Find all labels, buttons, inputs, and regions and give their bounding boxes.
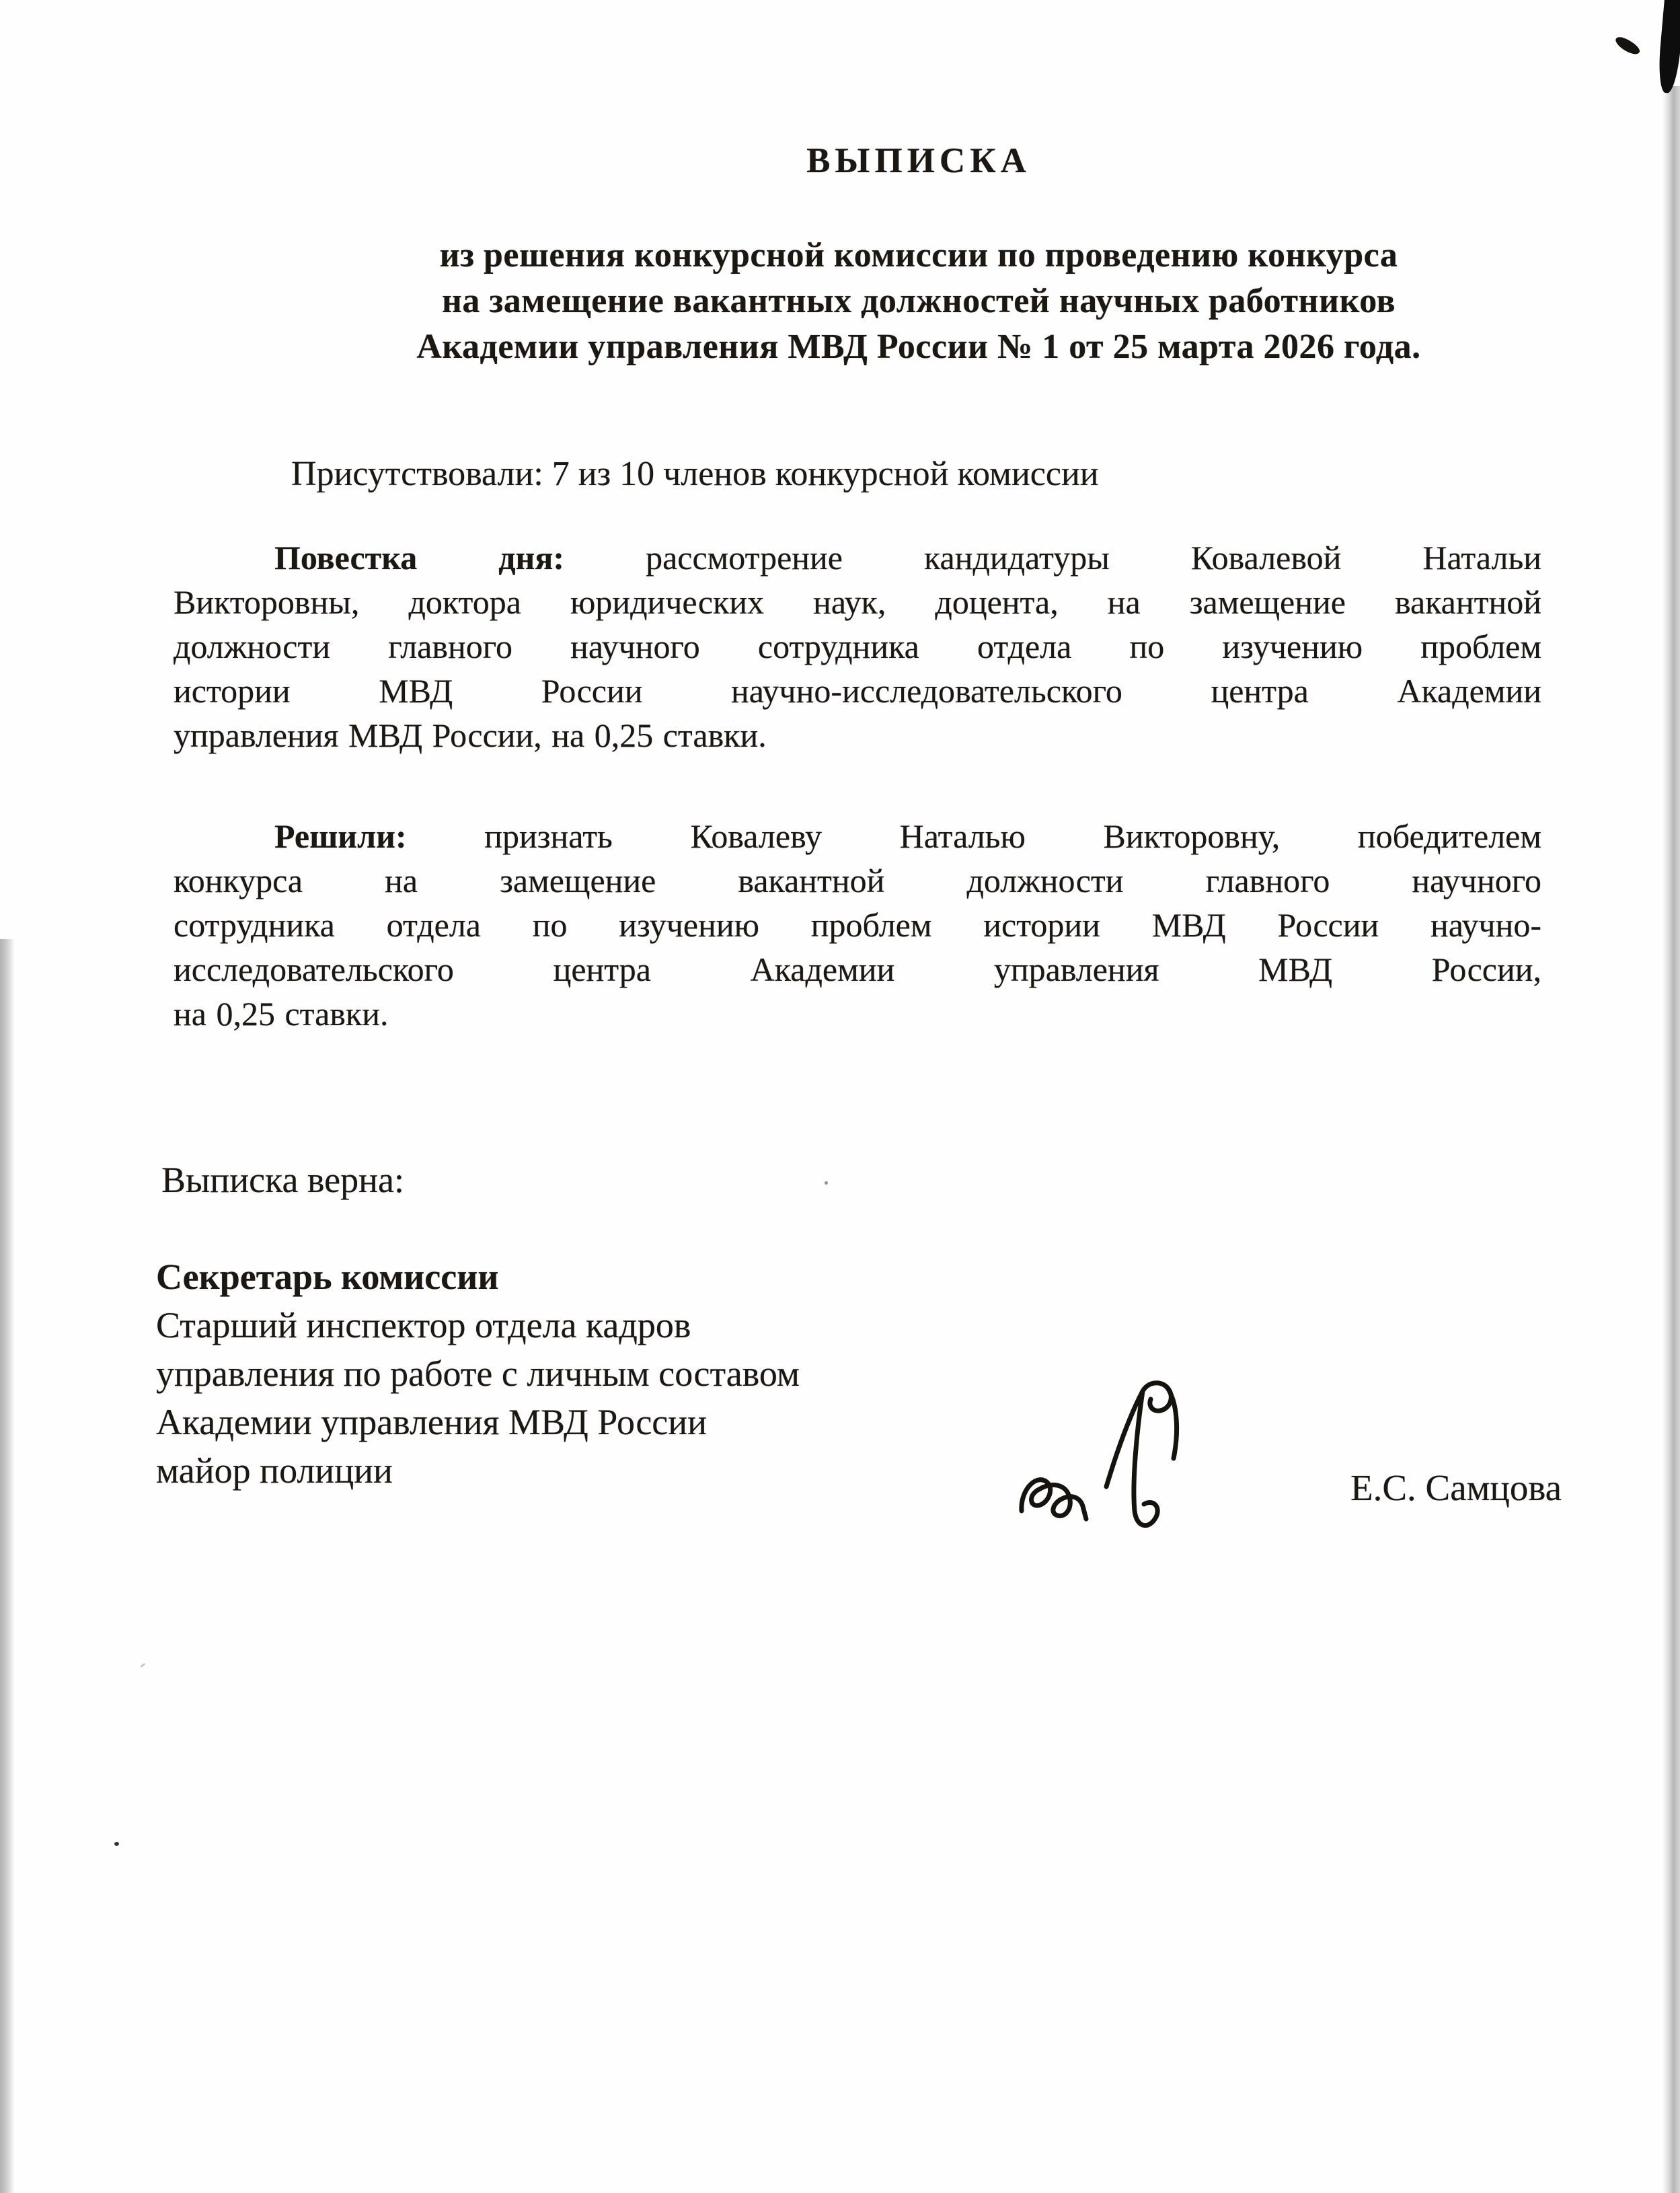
agenda-line: управления МВД России, на 0,25 ставки. <box>174 716 767 754</box>
certification-line: Выписка верна: <box>161 1160 404 1200</box>
agenda-paragraph <box>174 535 1541 757</box>
decision-text: признать Ковалеву Наталью Викторовну, победителем <box>484 817 1542 855</box>
pen-ink-mark <box>1613 34 1642 57</box>
attendance-line: Присутствовали: 7 из 10 членов конкурсной комиссии <box>291 455 1099 493</box>
signatory-position-line: Старший инспектор отдела кадров <box>156 1305 691 1345</box>
decision-line: исследовательского центра Академии управления МВД России, <box>174 951 1541 988</box>
agenda-line: должности главного научного сотрудника отдела по изучению проблем <box>174 628 1541 665</box>
document-subtitle-line: на замещение вакантных должностей научных работников <box>441 282 1396 320</box>
decision-line: сотрудника отдела по изучению проблем истории МВД России научно- <box>174 906 1541 944</box>
signatory-position-line: майор полиции <box>156 1450 393 1491</box>
signatory-position-title: Секретарь комиссии <box>156 1257 499 1297</box>
agenda-text: рассмотрение кандидатуры Ковалевой Натальи <box>646 539 1541 577</box>
document-heading <box>235 140 1603 370</box>
signatory-position-line: Академии управления МВД России <box>156 1402 708 1442</box>
decision-line: конкурса на замещение вакантной должности главного научного <box>174 862 1541 899</box>
decision-label: Решили: <box>274 817 407 855</box>
scan-edge-shadow-left <box>0 939 15 2193</box>
signature-scribble-icon <box>1005 1379 1221 1547</box>
document-title: ВЫПИСКА <box>806 141 1031 180</box>
decision-line <box>174 814 1541 858</box>
signatory-position-line: управления по работе с личным составом <box>156 1353 800 1394</box>
scan-edge-shadow-right <box>1663 86 1680 2193</box>
agenda-label: Повестка дня: <box>274 539 565 577</box>
decision-line: на 0,25 ставки. <box>174 995 389 1033</box>
scan-speck <box>114 1842 119 1846</box>
decision-paragraph <box>174 814 1541 1036</box>
scan-corner-mark <box>1656 0 1680 94</box>
signer-name: Е.С. Самцова <box>1350 1467 1562 1508</box>
agenda-line <box>174 535 1541 580</box>
signatory-block <box>156 1253 1098 1495</box>
document-subtitle-line: Академии управления МВД России № 1 от 25 марта 2026 года. <box>416 328 1421 366</box>
agenda-line: истории МВД России научно-исследовательского центра Академии <box>174 672 1541 710</box>
scan-speck <box>825 1181 828 1185</box>
scan-speck <box>140 1663 146 1668</box>
handwritten-signature <box>1005 1379 1221 1547</box>
agenda-line: Викторовны, доктора юридических наук, доцента, на замещение вакантной <box>174 583 1541 621</box>
document-subtitle-line: из решения конкурсной комиссии по проведению конкурса <box>439 236 1398 274</box>
